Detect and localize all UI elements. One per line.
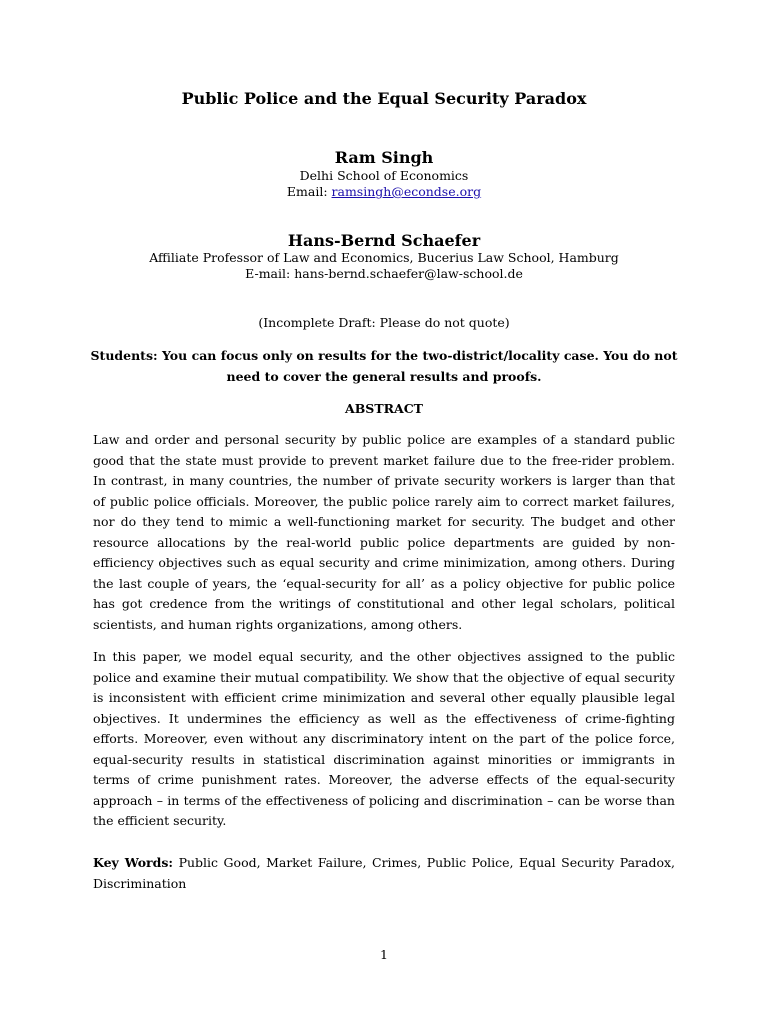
students-note: Students: You can focus only on results for the two-district/locality case. You do not need to cover the general results and proofs. [90,348,678,384]
abstract-paragraph: In this paper, we model equal security, and the other objectives assigned to the public police and examine their mutual compatibility. We show that the objective of equal security is inconsistent with efficient crime minimization and several other equally plausible legal objectives. It undermines the efficiency as well as the effectiveness of crime-fighting efforts. Moreover, even without any discriminatory intent on the part of the police force, equal-security results in statistical discrimination against minorities or immigrants in terms of crime punishment rates. Moreover, the adverse effects of the equal-security approach – in terms of the effectiveness of policing and discrimination – can be worse than the efficient security. [93,649,675,828]
page-number: 1 [380,947,388,962]
keywords-label: Key Words: [93,855,174,870]
author-affiliation-hans-bernd-schaefer: Affiliate Professor of Law and Economics, Bucerius Law School, Hamburg [149,250,619,265]
paper-title: Public Police and the Equal Security Paradox [181,89,587,108]
author-name-ram-singh: Ram Singh [334,148,434,167]
keywords [93,853,675,894]
abstract-heading: ABSTRACT [345,401,423,416]
draft-note: (Incomplete Draft: Please do not quote) [258,315,510,330]
email-prefix: Email: [286,184,332,199]
author-email-line-ram-singh [0,183,768,200]
author-affiliation-ram-singh: Delhi School of Economics [299,168,469,183]
email-link[interactable]: ramsingh@econdse.org [331,184,482,199]
author-name-hans-bernd-schaefer: Hans-Bernd Schaefer [287,231,481,250]
keywords-text: Public Good, Market Failure, Crimes, Public Police, Equal Security Paradox, Discrimination [93,855,675,891]
abstract-paragraph: Law and order and personal security by public police are examples of a standard public good that the state must provide to prevent market failure due to the free-rider problem. In contrast, in many countries, the number of private security workers is larger than that of public police officials. Moreover, the public police rarely aim to correct market failures, nor do they tend to mimic a well-functioning market for security. The budget and other resource allocations by the real-world public police departments are guided by non-efficiency objectives such as equal security and crime minimization, among others. During the last couple of years, the ‘equal-security for all’ as a policy objective for public police has got credence from the writings of constitutional and other legal scholars, political scientists, and human rights organizations, among others. [93,432,675,632]
author-email-hans-bernd-schaefer: E-mail: hans-bernd.schaefer@law-school.de [245,266,523,281]
